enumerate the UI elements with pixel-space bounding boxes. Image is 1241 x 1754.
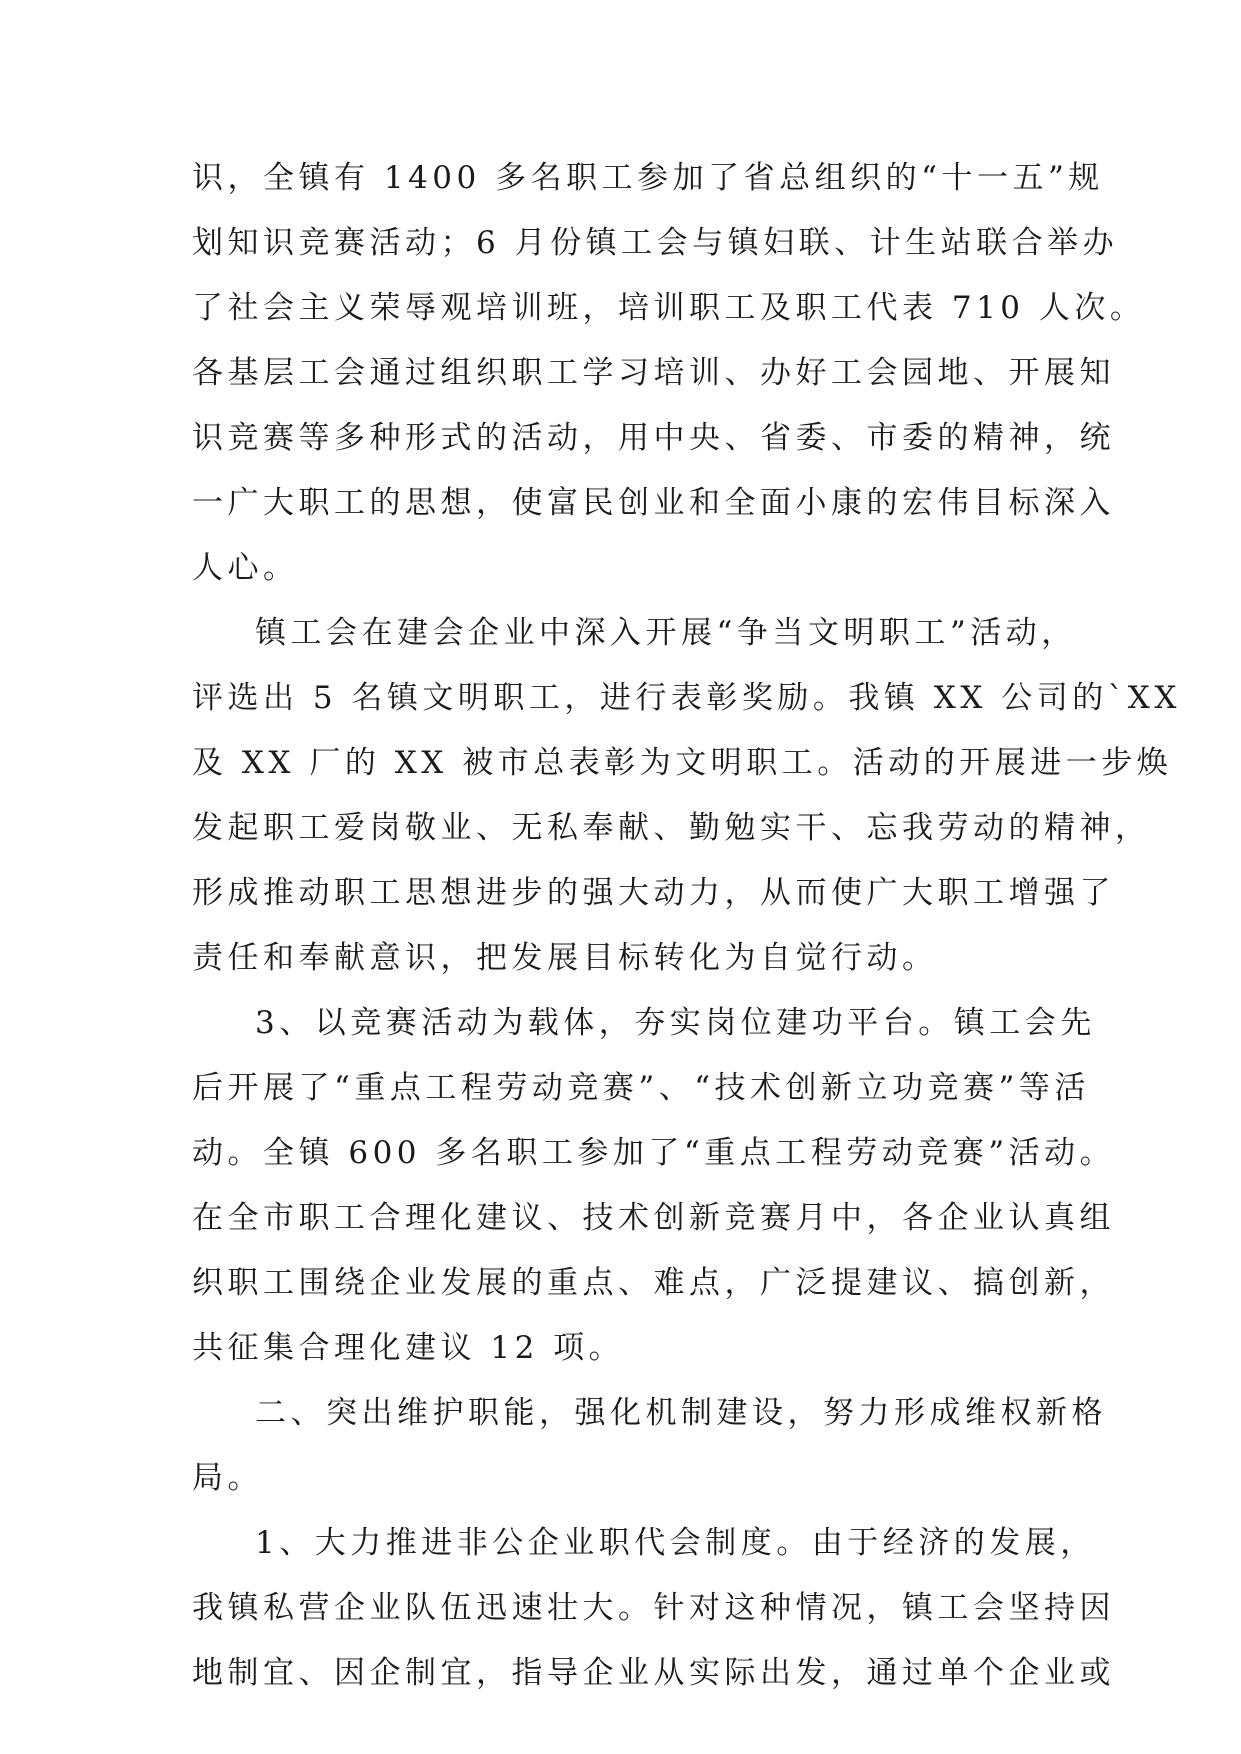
text-line: 形成推动职工思想进步的强大动力，从而使广大职工增强了 <box>192 875 1115 911</box>
text-line: 局。 <box>192 1460 263 1496</box>
text-line: 动。全镇 600 多名职工参加了“重点工程劳动竞赛”活动。 <box>192 1135 1116 1171</box>
text-line: 识竞赛等多种形式的活动，用中央、省委、市委的精神，统 <box>192 420 1115 456</box>
text-line: 一广大职工的思想，使富民创业和全面小康的宏伟目标深入 <box>192 485 1115 521</box>
text-line: 及 XX 厂的 XX 被市总表彰为文明职工。活动的开展进一步焕 <box>192 745 1173 781</box>
paragraph-first-line: 镇工会在建会企业中深入开展“争当文明职工”活动， <box>255 615 1077 651</box>
section-heading: 二、突出维护职能，强化机制建设，努力形成维权新格 <box>255 1395 1107 1431</box>
text-line: 后开展了“重点工程劳动竞赛”、“技术创新立功竞赛”等活 <box>192 1070 1090 1106</box>
paragraph-first-line: 3、以竞赛活动为载体，夯实岗位建功平台。镇工会先 <box>255 1005 1096 1041</box>
text-line: 在全市职工合理化建议、技术创新竞赛月中，各企业认真组 <box>192 1200 1115 1236</box>
text-line: 责任和奉献意识，把发展目标转化为自觉行动。 <box>192 940 938 976</box>
text-line: 我镇私营企业队伍迅速壮大。针对这种情况，镇工会坚持因 <box>192 1590 1115 1626</box>
text-line: 了社会主义荣辱观培训班，培训职工及职工代表 710 人次。 <box>192 290 1146 326</box>
document-body <box>192 158 1181 1718</box>
text-line: 各基层工会通过组织职工学习培训、办好工会园地、开展知 <box>192 355 1115 391</box>
text-line: 织职工围绕企业发展的重点、难点，广泛提建议、搞创新， <box>192 1265 1115 1301</box>
text-line: 划知识竞赛活动；6 月份镇工会与镇妇联、计生站联合举办 <box>192 225 1119 261</box>
text-line: 发起职工爱岗敬业、无私奉献、勤勉实干、忘我劳动的精神， <box>192 810 1151 846</box>
text-line: 地制宜、因企制宜，指导企业从实际出发，通过单个企业或 <box>192 1655 1115 1691</box>
text-line: 人心。 <box>192 550 299 586</box>
text-line: 共征集合理化建议 12 项。 <box>192 1330 625 1366</box>
text-line: 评选出 5 名镇文明职工，进行表彰奖励。我镇 XX 公司的`XX <box>192 680 1181 716</box>
text-line: 识，全镇有 1400 多名职工参加了省总组织的“十一五”规 <box>192 160 1104 196</box>
paragraph-first-line: 1、大力推进非公企业职代会制度。由于经济的发展， <box>255 1525 1096 1561</box>
